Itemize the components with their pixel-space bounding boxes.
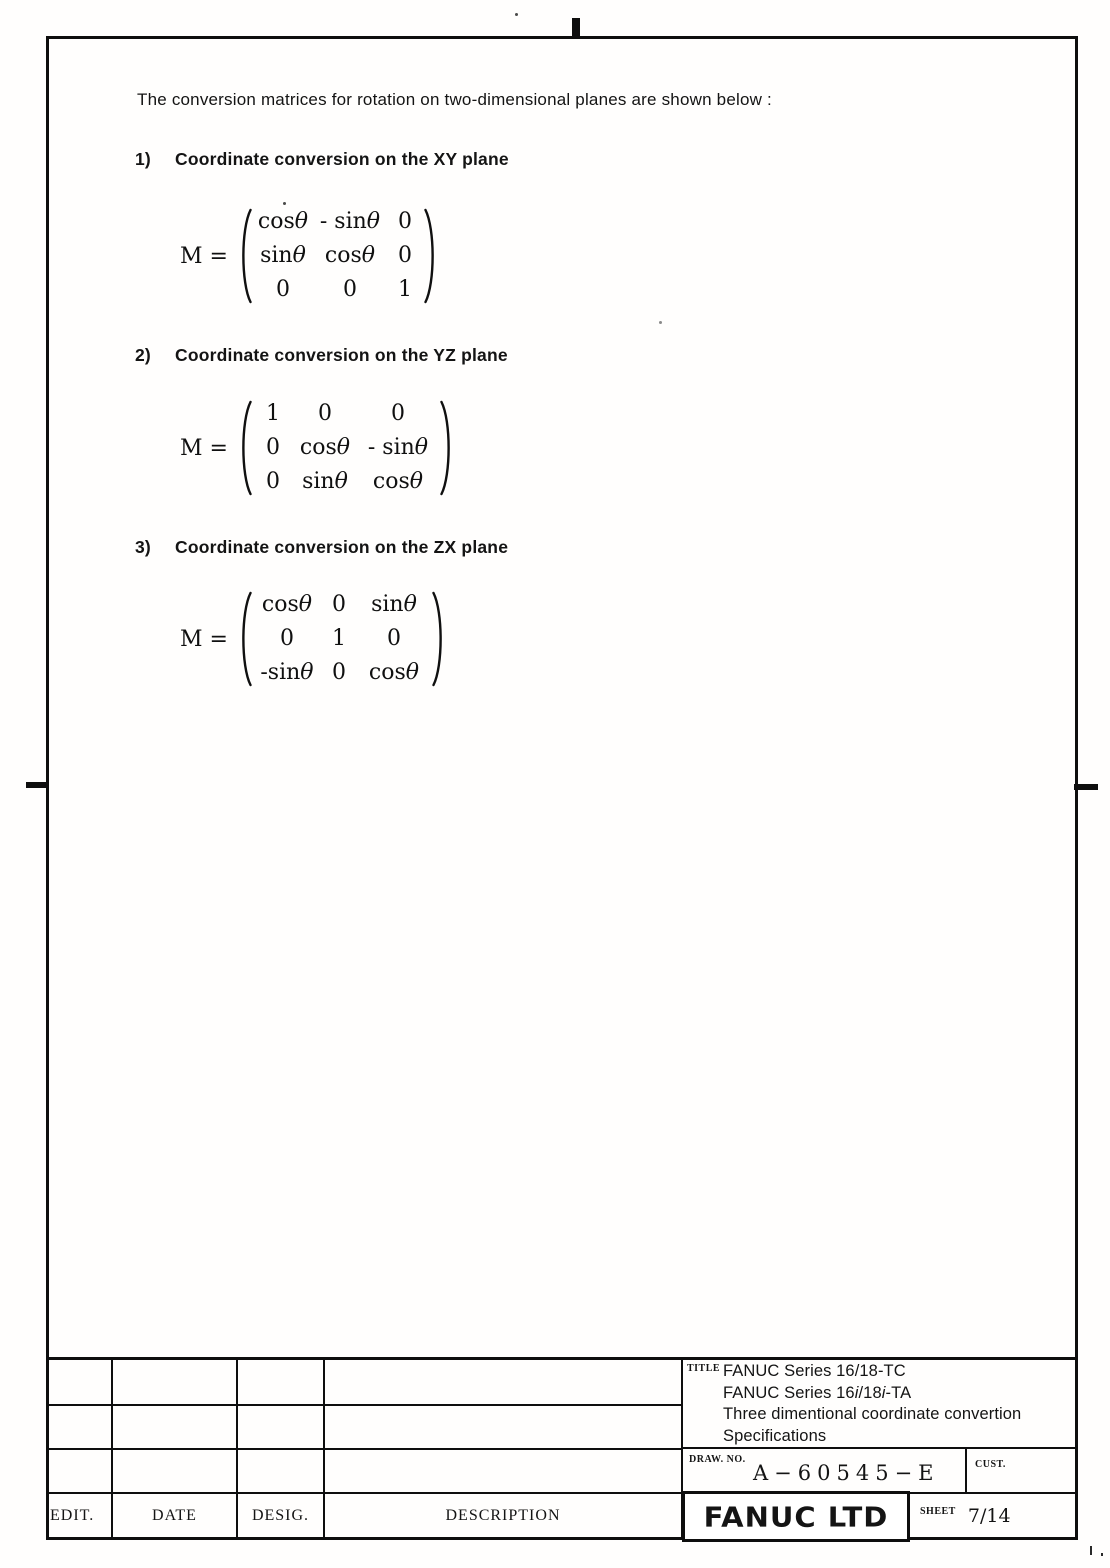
matrix-cell: 0 (275, 277, 290, 302)
matrix-cell: - sinθ (367, 435, 429, 460)
section-2-number: 2) (135, 345, 151, 365)
revision-cell (113, 1404, 238, 1448)
revision-cell (49, 1360, 113, 1404)
matrix-cell: 0 (397, 209, 412, 234)
matrix-cell: -sinθ (260, 660, 314, 685)
section-3-number: 3) (135, 537, 151, 557)
right-paren (423, 207, 439, 305)
revision-table (49, 1360, 683, 1537)
matrix-cell: 0 (265, 435, 280, 460)
matrix-yz (180, 398, 455, 498)
matrix-cell: 0 (265, 469, 280, 494)
revision-cell (325, 1448, 683, 1492)
title-line-4: Specifications (723, 1426, 827, 1445)
matrix-cell: - sinθ (319, 209, 381, 234)
registration-tick-left (26, 782, 48, 788)
matrix-cell: 0 (317, 401, 332, 426)
company-name: FANUC LTD (703, 1500, 889, 1533)
scan-artifact (1090, 1546, 1092, 1555)
drawing-title-lines (723, 1361, 1075, 1447)
revision-header-desig: DESIG. (238, 1492, 325, 1537)
revision-cell (325, 1360, 683, 1404)
matrix-cell: 0 (386, 626, 401, 651)
matrix-cell: 0 (331, 592, 346, 617)
left-paren (237, 590, 253, 688)
title-block (49, 1357, 1075, 1537)
scan-artifact-dot (283, 202, 286, 205)
matrix-xy-grid (253, 206, 423, 306)
matrix-zx-grid (253, 589, 431, 689)
matrix-cell: sinθ (260, 243, 306, 268)
matrix-zx-label: M = (180, 626, 228, 652)
registration-tick-right (1074, 784, 1098, 790)
section-3-title: Coordinate conversion on the ZX plane (175, 537, 509, 557)
section-3-heading (135, 537, 508, 558)
revision-cell (238, 1404, 325, 1448)
section-1-title: Coordinate conversion on the XY plane (175, 149, 509, 169)
matrix-yz-grid (253, 398, 439, 498)
revision-cell (113, 1448, 238, 1492)
left-paren (237, 399, 253, 497)
matrix-cell: cosθ (324, 243, 375, 268)
matrix-cell: 0 (279, 626, 294, 651)
matrix-yz-label: M = (180, 435, 228, 461)
matrix-cell: 0 (397, 243, 412, 268)
matrix-cell: cosθ (261, 592, 312, 617)
revision-header-description: DESCRIPTION (325, 1492, 683, 1537)
sheet-label: SHEET (920, 1506, 956, 1517)
scan-artifact-dot (515, 13, 518, 16)
sheet-cell (910, 1494, 1075, 1537)
cust-label: CUST. (975, 1459, 1006, 1470)
matrix-cell: cosθ (368, 660, 419, 685)
matrix-cell: 1 (397, 277, 412, 302)
registration-tick-top (572, 18, 580, 39)
revision-cell (49, 1404, 113, 1448)
scan-artifact-dot (659, 321, 662, 324)
drawing-title-cell (683, 1360, 1075, 1447)
drawing-number-cell (683, 1449, 967, 1492)
revision-header-edit: EDIT. (49, 1492, 113, 1537)
matrix-cell: cosθ (299, 435, 350, 460)
matrix-cell: 1 (265, 401, 280, 426)
right-paren (431, 590, 447, 688)
intro-paragraph: The conversion matrices for rotation on two-dimensional planes are shown below : (137, 90, 772, 109)
section-2-title: Coordinate conversion on the YZ plane (175, 345, 508, 365)
revision-cell (238, 1448, 325, 1492)
matrix-cell: cosθ (257, 209, 309, 234)
section-1-heading (135, 149, 509, 170)
drawing-number-row (683, 1447, 1075, 1492)
matrix-cell: 0 (390, 401, 405, 426)
title-area (683, 1360, 1075, 1537)
matrix-xy (180, 206, 439, 306)
left-paren (237, 207, 253, 305)
revision-cell (49, 1448, 113, 1492)
scan-artifact (1101, 1553, 1103, 1556)
title-line-2: FANUC Series 16i/18i-TA (723, 1383, 912, 1402)
matrix-zx (180, 589, 447, 689)
matrix-cell: 1 (331, 626, 346, 651)
section-2-heading (135, 345, 508, 366)
company-logo-box (682, 1491, 910, 1542)
revision-cell (325, 1404, 683, 1448)
revision-header-date: DATE (113, 1492, 238, 1537)
revision-cell (113, 1360, 238, 1404)
title-field-label: TITLE (687, 1363, 721, 1374)
sheet-number: 7/14 (967, 1504, 1011, 1527)
matrix-cell: sinθ (371, 592, 417, 617)
matrix-cell: 0 (331, 660, 346, 685)
title-line-3: Three dimentional coordinate convertion (723, 1405, 1022, 1423)
matrix-cell: cosθ (372, 469, 423, 494)
matrix-cell: sinθ (302, 469, 348, 494)
draw-no-label: DRAW. NO. (689, 1454, 746, 1465)
company-sheet-row (683, 1492, 1075, 1537)
matrix-cell: 0 (342, 277, 357, 302)
matrix-xy-label: M = (180, 243, 228, 269)
title-line-1: FANUC Series 16/18-TC (723, 1362, 906, 1380)
section-1-number: 1) (135, 149, 151, 169)
draw-no-value: A−60545−E (753, 1460, 940, 1485)
revision-cell (238, 1360, 325, 1404)
right-paren (439, 399, 455, 497)
customer-cell (967, 1449, 1075, 1492)
